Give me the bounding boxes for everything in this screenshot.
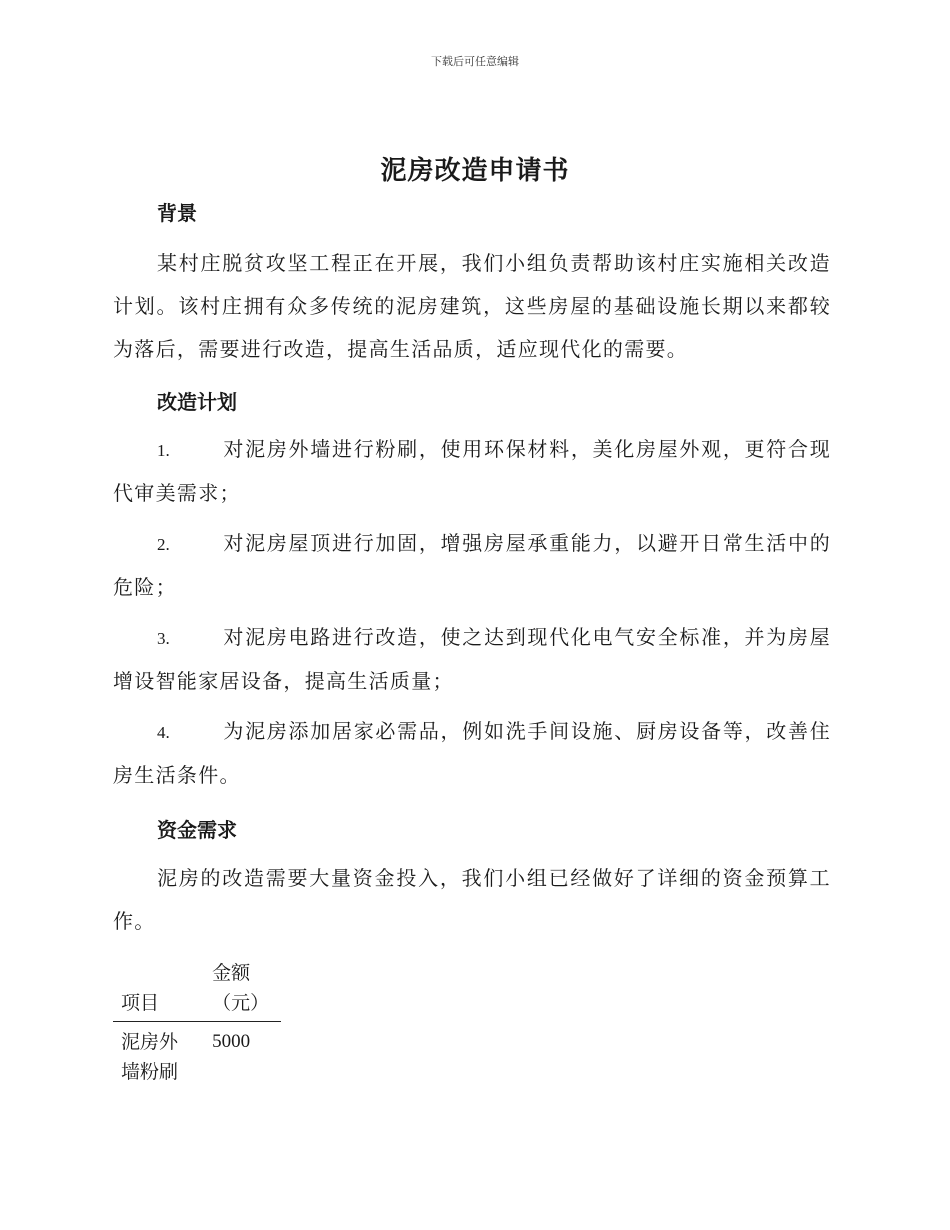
plan-item-number: 4. — [157, 723, 170, 742]
plan-item-text: 对泥房外墙进行粉刷，使用环保材料，美化房屋外观，更符合现代审美需求； — [113, 437, 831, 505]
plan-item-number: 2. — [157, 535, 170, 554]
document-title: 泥房改造申请书 — [380, 156, 570, 186]
plan-item — [113, 522, 831, 609]
section-heading-funding: 资金需求 — [157, 818, 237, 842]
plan-item-text: 对泥房屋顶进行加固，增强房屋承重能力，以避开日常生活中的危险； — [113, 531, 831, 599]
funding-paragraph: 泥房的改造需要大量资金投入，我们小组已经做好了详细的资金预算工作。 — [113, 866, 831, 933]
plan-item-text: 对泥房电路进行改造，使之达到现代化电气安全标准，并为房屋增设智能家居设备，提高生活质量； — [113, 625, 831, 693]
plan-item-text: 为泥房添加居家必需品，例如洗手间设施、厨房设备等，改善住房生活条件。 — [113, 719, 831, 787]
section-heading-plan: 改造计划 — [157, 390, 237, 414]
plan-item — [113, 616, 831, 703]
table-cell-amount: 5000 — [212, 1031, 251, 1052]
table-row — [113, 1022, 281, 1088]
plan-item — [113, 710, 831, 797]
table-cell-item: 泥房外墙粉刷 — [121, 1031, 179, 1083]
section-heading-background: 背景 — [157, 201, 197, 225]
column-header-item: 项目 — [113, 958, 204, 1022]
plan-item-number: 3. — [157, 629, 170, 648]
budget-table — [113, 958, 281, 1087]
page-header-note: 下载后可任意编辑 — [431, 55, 519, 68]
column-header-amount: 金额（元） — [204, 958, 281, 1022]
table-header-row — [113, 958, 281, 1022]
plan-item — [113, 428, 831, 515]
background-paragraph: 某村庄脱贫攻坚工程正在开展，我们小组负责帮助该村庄实施相关改造计划。该村庄拥有众多传统的泥房建筑，这些房屋的基础设施长期以来都较为落后，需要进行改造，提高生活品质，适应现代化的需要。 — [113, 251, 831, 361]
plan-item-number: 1. — [157, 441, 170, 460]
